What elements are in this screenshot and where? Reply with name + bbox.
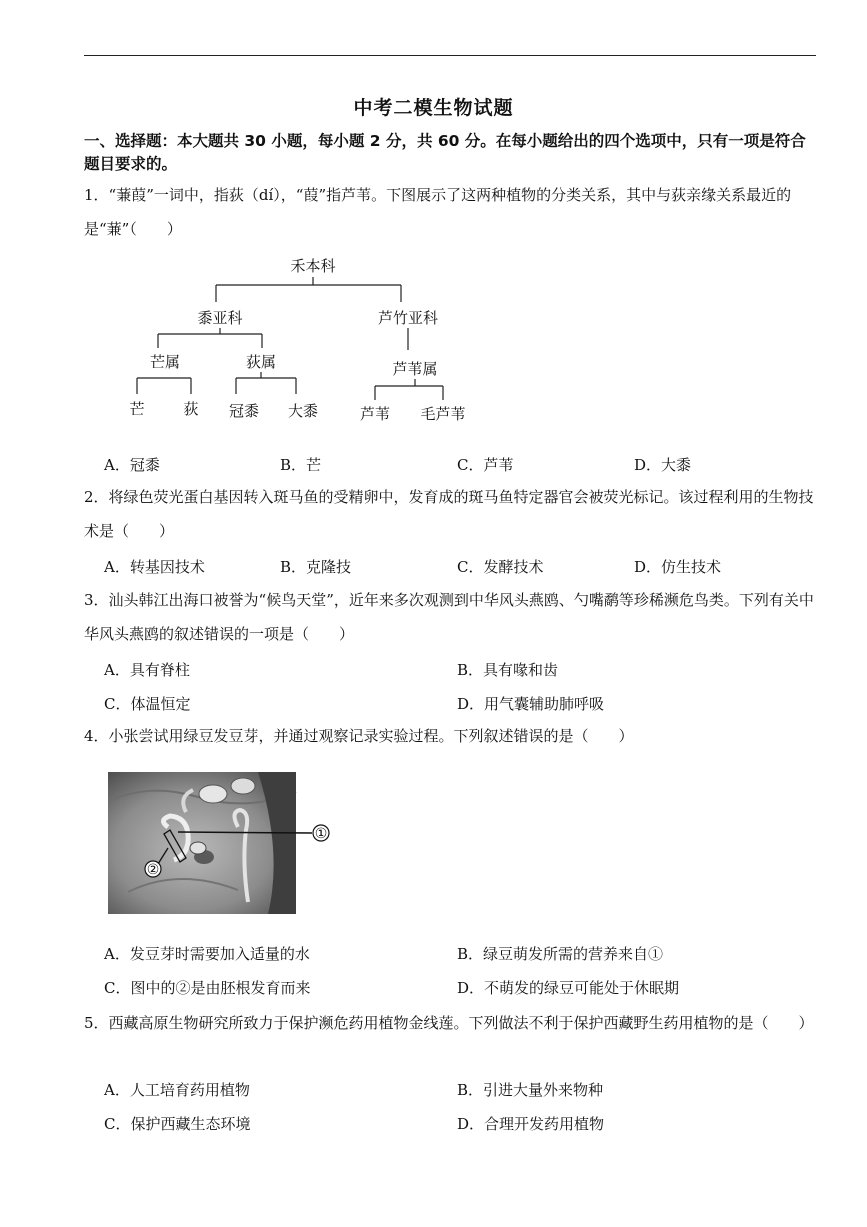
q5-option-a: A．人工培育药用植物 (104, 1081, 250, 1099)
q4-option-a: A．发豆芽时需要加入适量的水 (104, 945, 310, 963)
q2-option-c: C．发酵技术 (457, 558, 544, 576)
photo-label-1: ① (314, 826, 328, 842)
q1-option-c: C．芦苇 (457, 456, 514, 474)
tree-species-3: 冠黍 (228, 402, 260, 420)
classification-tree (120, 250, 480, 430)
q2-option-b: B．克隆技 (280, 558, 352, 576)
q3-option-b: B．具有喙和齿 (457, 661, 559, 679)
tree-species-5: 芦苇 (359, 405, 391, 423)
q3-option-a: A．具有脊柱 (104, 661, 190, 679)
tree-species-1: 芒 (129, 400, 145, 418)
q1-option-b: B．芒 (280, 456, 322, 474)
q4-option-c: C．图中的②是由胚根发育而来 (104, 979, 311, 997)
tree-genus-2: 荻属 (245, 353, 277, 371)
question-5-stem: 5．西藏高原生物研究所致力于保护濒危药用植物金线莲。下列做法不利于保护西藏野生药用植物的是（ ） (84, 1014, 814, 1032)
question-1-stem: 1．“蒹葭”一词中，指荻（dí），“葭”指芦苇。下图展示了这两种植物的分类关系，其中与荻亲缘关系最近的是“蒹”（ ） (84, 186, 792, 238)
tree-subfamily-1: 黍亚科 (197, 309, 243, 327)
tree-subfamily-2: 芦竹亚科 (377, 309, 439, 327)
question-2-stem: 2．将绿色荧光蛋白基因转入斑马鱼的受精卵中，发育成的斑马鱼特定器官会被荧光标记。该过程利用的生物技术是（ ） (84, 488, 814, 540)
mung-bean-photo (108, 772, 338, 914)
section-heading: 一、选择题：本大题共 30 小题，每小题 2 分，共 60 分。在每小题给出的四个选项中，只有一项是符合题目要求的。 (84, 132, 806, 173)
q4-option-b: B．绿豆萌发所需的营养来自① (457, 945, 664, 963)
top-rule (84, 55, 816, 56)
q2-option-d: D．仿生技术 (634, 558, 722, 576)
tree-species-4: 大黍 (287, 402, 319, 420)
q2-option-a: A．转基因技术 (104, 558, 205, 576)
tree-family: 禾本科 (290, 257, 336, 275)
tree-genus-1: 芒属 (149, 353, 181, 371)
tree-genus-3: 芦苇属 (392, 360, 438, 378)
q1-option-d: D．大黍 (634, 456, 692, 474)
q5-option-c: C．保护西藏生态环境 (104, 1115, 251, 1133)
pointer-line-1 (178, 832, 312, 833)
photo-label-2: ② (146, 862, 160, 878)
tree-species-6: 毛芦苇 (420, 405, 466, 423)
bean (199, 785, 227, 803)
q5-option-d: D．合理开发药用植物 (457, 1115, 605, 1133)
tree-species-2: 荻 (183, 400, 199, 418)
question-4-stem: 4．小张尝试用绿豆发豆芽，并通过观察记录实验过程。下列叙述错误的是（ ） (84, 727, 634, 745)
q4-option-d: D．不萌发的绿豆可能处于休眠期 (457, 979, 680, 997)
page-title: 中考二模生物试题 (353, 97, 514, 119)
bean (190, 842, 206, 854)
q3-option-d: D．用气囊辅助肺呼吸 (457, 695, 605, 713)
q3-option-c: C．体温恒定 (104, 695, 191, 713)
q5-option-b: B．引进大量外来物种 (457, 1081, 604, 1099)
bean (231, 778, 255, 794)
question-3-stem: 3．汕头韩江出海口被誉为“候鸟天堂”，近年来多次观测到中华风头燕鸥、勺嘴鹬等珍稀濒危鸟类。下列有关中华风头燕鸥的叙述错误的一项是（ ） (84, 591, 814, 643)
q1-option-a: A．冠黍 (104, 456, 160, 474)
